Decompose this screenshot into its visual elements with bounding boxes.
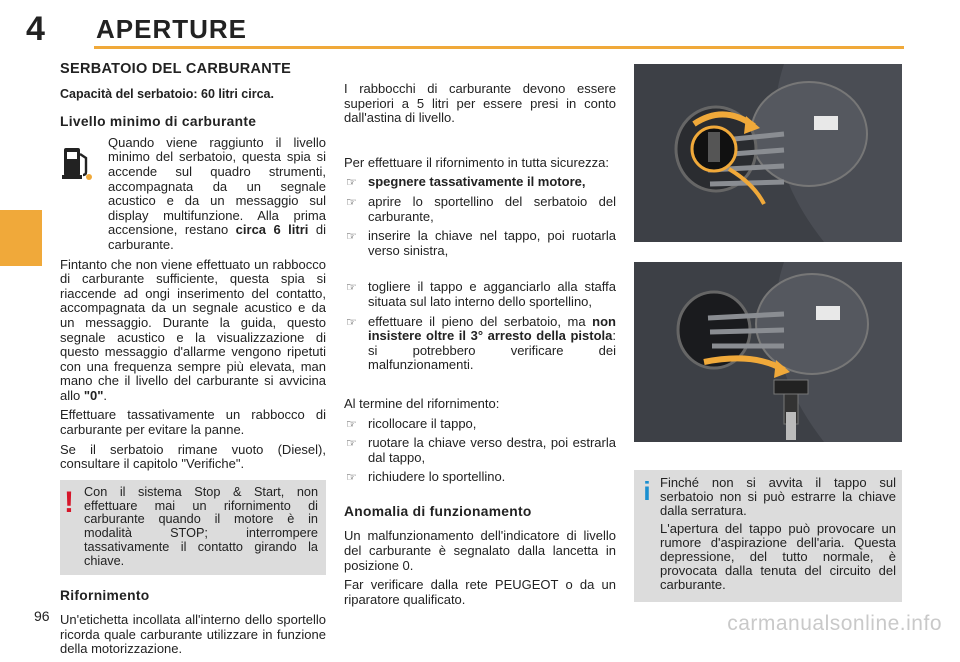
- info-text-1: Finché non si avvita il tappo sul serbatoio non si può estrarre la chiave dalla serratura.: [660, 475, 896, 518]
- pointer-icon: ☞: [346, 436, 357, 451]
- pointer-icon: ☞: [346, 416, 357, 431]
- pointer-icon: ☞: [346, 470, 357, 485]
- watermark: carmanualsonline.info: [727, 612, 942, 635]
- refuel-text: Un'etichetta incollata all'interno dello sportello ricorda quale carburante utilizzare in funzione della motorizzazione.: [60, 612, 326, 657]
- chapter-number: 4: [26, 10, 45, 48]
- list-item: ☞ aprire lo sportellino del serbatoio del carburante,: [346, 193, 616, 224]
- warning-text: Con il sistema Stop & Start, non effettuare mai un rifornimento di carburante quando il motore è in modalità STOP; interrompere tassativamente il contatto girando la chiave.: [84, 484, 318, 568]
- list-item: ☞ spegnere tassativamente il motore,: [346, 174, 586, 190]
- pointer-icon: ☞: [346, 194, 357, 209]
- middle-column: [344, 82, 616, 612]
- info-text-2: L'apertura del tappo può provocare un rumore d'aspirazione dell'aria. Questa depressione, del tutto normale, è provocata dalla tenuta del circuito del carburante.: [660, 521, 896, 592]
- pointer-icon: ☞: [346, 175, 357, 190]
- pointer-icon: ☞: [346, 280, 357, 295]
- min-level-text-4: Se il serbatoio rimane vuoto (Diesel), consultare il capitolo "Verifiche".: [60, 441, 326, 472]
- fuel-pump-icon: [60, 136, 108, 258]
- min-level-heading: Livello minimo di carburante: [60, 114, 257, 130]
- fuel-flap-key-illustration: [634, 64, 902, 242]
- procedure-steps-b: [344, 280, 616, 373]
- min-level-text-2: Fintanto che non viene effettuato un rabbocco di carburante sufficiente, questa spia si riaccende ad ongi inserimento del contatto, accompagnata da un segnale acustico e da un messaggio. Durante la guida, questo segnale acustico e la visualizzazione di questo messaggio d'allarme vengono ripetuti con una frequenza sempre più elevata, man mano che il livello del carburante si avvicina allo "0".: [60, 256, 326, 403]
- pointer-icon: ☞: [346, 314, 357, 329]
- list-item: ☞ togliere il tappo e agganciarlo alla staffa situata sul lato interno dello sportellino,: [346, 279, 616, 309]
- info-box: [634, 470, 902, 602]
- list-item: ☞ inserire la chiave nel tappo, poi ruotarla verso sinistra,: [346, 228, 616, 258]
- fault-text-1: Un malfunzionamento dell'indicatore di livello del carburante è segnalato dalla lancetta in posizione 0.: [344, 528, 616, 573]
- min-level-text-3: Effettuare tassativamente un rabbocco di carburante per evitare la panne.: [60, 407, 326, 438]
- end-steps: [344, 417, 616, 485]
- list-item: ☞ richiudere lo sportellino.: [346, 469, 506, 485]
- list-item: ☞ effettuare il pieno del serbatoio, ma non insistere oltre il 3° arresto della pistola: si potrebbero verificare dei malfunzionamenti.: [346, 313, 616, 373]
- end-intro: Al termine del rifornimento:: [344, 395, 500, 411]
- fault-heading: Anomalia di funzionamento: [344, 503, 532, 519]
- procedure-intro: Per effettuare il rifornimento in tutta sicurezza:: [344, 154, 609, 170]
- procedure-steps-a: [344, 175, 616, 258]
- left-column: [60, 56, 326, 662]
- info-content: [660, 476, 896, 602]
- page-number: 96: [34, 608, 50, 624]
- chapter-title: APERTURE: [96, 14, 248, 44]
- warning-icon: !: [64, 485, 74, 519]
- pointer-icon: ☞: [346, 229, 357, 244]
- tank-capacity: Capacità del serbatoio: 60 litri circa.: [60, 86, 274, 101]
- chapter-tab: [0, 210, 42, 266]
- list-item: ☞ ruotare la chiave verso destra, poi estrarla dal tappo,: [346, 435, 616, 465]
- warning-box: [60, 480, 326, 575]
- min-level-block: [60, 136, 326, 258]
- info-icon: i: [643, 476, 651, 506]
- refill-note: I rabbocchi di carburante devono essere superiori a 5 litri per essere presi in conto dall'astina di livello.: [344, 81, 616, 126]
- refuel-heading: Rifornimento: [60, 587, 150, 603]
- list-item: ☞ ricollocare il tappo,: [346, 415, 477, 431]
- fault-text-2: Far verificare dalla rete PEUGEOT o da un riparatore qualificato.: [344, 577, 616, 607]
- fuel-cap-removed-illustration: [634, 262, 902, 442]
- header-rule: [94, 46, 904, 49]
- section-title: SERBATOIO DEL CARBURANTE: [60, 61, 292, 77]
- min-level-text-1: Quando viene raggiunto il livello minimo del serbatoio, questa spia si accende sul quadro strumenti, accompagnata da un segnale acustico e da un messaggio sul display multifunzione. Alla prima accensione, restano circa 6 litri di carburante.: [108, 134, 327, 252]
